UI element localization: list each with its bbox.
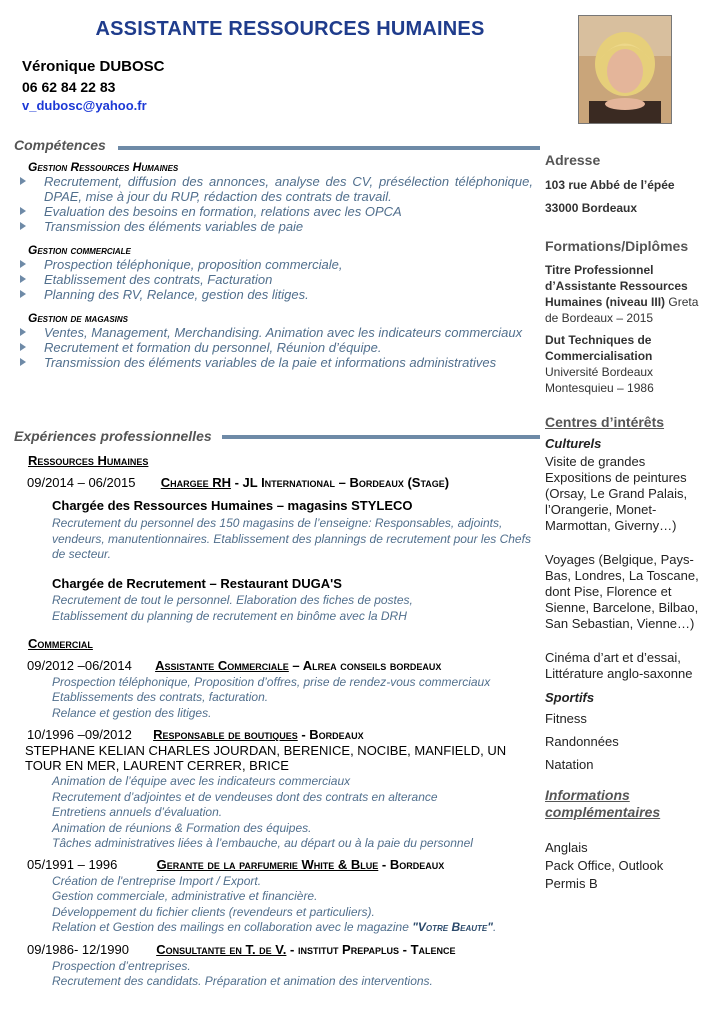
section-title-competences: Compétences: [14, 137, 106, 153]
job-description: Développement du fichier clients (revendeurs et particuliers).: [52, 905, 375, 919]
bullet-arrow-icon: [20, 290, 26, 298]
interest-item: Cinéma d’art et d’essai, Littérature anglo-saxonne: [545, 650, 693, 681]
list-item: Prospection téléphonique, proposition commerciale,: [0, 257, 533, 272]
bullet-arrow-icon: [20, 222, 26, 230]
resume-title: ASSISTANTE RESSOURCES HUMAINES: [95, 18, 485, 40]
info-item: Anglais: [545, 840, 588, 855]
bullet-arrow-icon: [20, 343, 26, 351]
job-title: Chargée de Recrutement – Restaurant DUGA'S: [52, 576, 342, 591]
list-item: Etablissement des contrats, Facturation: [0, 272, 533, 287]
experience-category-commercial: Commercial: [28, 636, 93, 651]
job-description: Recrutement du personnel des 150 magasins de l’enseigne: Responsables, adjoints, vendeurs, manutentionnaires. Etablissement des plannings de recrutement pour les Chefs de secteur.: [52, 516, 531, 561]
competence-group-title: Gestion commerciale: [28, 243, 131, 257]
job-description: Prospection d’entreprises.: [52, 959, 191, 973]
job-description: Relation et Gestion des mailings en collaboration avec le magazine "Votre Beaute".: [52, 920, 497, 934]
job-description: Etablissement du planning de recrutement en binôme avec la DRH: [52, 609, 407, 623]
bullet-arrow-icon: [20, 177, 26, 185]
interests-category: Sportifs: [545, 690, 595, 705]
job-description: Gestion commerciale, administrative et financière.: [52, 889, 318, 903]
interest-item: Natation: [545, 757, 594, 772]
job-description: Animation de l’équipe avec les indicateurs commerciaux: [52, 774, 351, 788]
section-title-experiences: Expériences professionnelles: [14, 428, 212, 444]
competence-group-title: Gestion Ressources Humaines: [28, 160, 179, 174]
competence-group-title: Gestion de magasins: [28, 311, 129, 325]
address-line: 103 rue Abbé de l’épée: [545, 178, 675, 192]
email-address[interactable]: v_dubosc@yahoo.fr: [22, 98, 147, 113]
formation-item: Titre Professionnel d’Assistante Ressources Humaines (niveau III) Greta de Bordeaux – 2015: [545, 263, 699, 325]
experience-category-rh: Ressources Humaines: [28, 453, 149, 468]
job-description: Relance et gestion des litiges.: [52, 706, 212, 720]
experience-dateline: 10/1996 –09/2012 Responsable de boutiques - Bordeaux: [27, 727, 364, 742]
bullet-arrow-icon: [20, 358, 26, 366]
info-item: Permis B: [545, 876, 598, 891]
list-item: Recrutement et formation du personnel, Réunion d’équipe.: [0, 340, 533, 355]
sidebar-title-formations: Formations/Diplômes: [545, 238, 689, 254]
sidebar-title-interests: Centres d’intérêts: [545, 414, 665, 430]
job-title: Chargée des Ressources Humaines – magasins STYLECO: [52, 498, 413, 513]
experience-dateline: 05/1991 – 1996 Gerante de la parfumerie White & Blue - Bordeaux: [27, 857, 445, 872]
job-description: Animation de réunions & Formation des équipes.: [52, 821, 312, 835]
job-description: Recrutement de tout le personnel. Elaboration des fiches de postes,: [52, 593, 413, 607]
address-line: 33000 Bordeaux: [545, 201, 638, 215]
sidebar-title-address: Adresse: [545, 152, 601, 168]
interests-category: Culturels: [545, 436, 602, 451]
bullet-arrow-icon: [20, 275, 26, 283]
brand-list: STEPHANE KELIAN CHARLES JOURDAN, BERENICE, NOCIBE, MANFIELD, UN TOUR EN MER, LAURENT CERRER, BRICE: [25, 743, 507, 773]
job-description: Etablissements des contrats, facturation.: [52, 690, 269, 704]
bullet-arrow-icon: [20, 328, 26, 336]
bullet-arrow-icon: [20, 207, 26, 215]
candidate-name: Véronique DUBOSC: [22, 58, 165, 75]
bullet-arrow-icon: [20, 260, 26, 268]
job-description: Prospection téléphonique, Proposition d’offres, prise de rendez-vous commerciaux: [52, 675, 491, 689]
interest-item: Visite de grandes Expositions de peintures (Orsay, Le Grand Palais, l’Orangerie, Monet-Marmottan, Giverny…): [545, 454, 688, 533]
list-item: Transmission des éléments variables de paie: [0, 219, 533, 234]
list-item: Evaluation des besoins en formation, relations avec les OPCA: [0, 204, 533, 219]
interest-item: Voyages (Belgique, Pays-Bas, Londres, La Toscane, dont Pise, Florence et Sienne, Barcelone, Bilbao, San Sebastian, Vienne…): [545, 552, 699, 631]
info-item: Pack Office, Outlook: [545, 858, 664, 873]
job-description: Recrutement d’adjointes et de vendeuses dont des contrats en alterance: [52, 790, 438, 804]
section-divider: [222, 435, 540, 439]
list-item: Ventes, Management, Merchandising. Animation avec les indicateurs commerciaux: [0, 325, 533, 340]
job-description: Tâches administratives liées à l’embauche, au départ ou à la paie du personnel: [52, 836, 473, 850]
interest-item: Randonnées: [545, 734, 619, 749]
formation-item: Dut Techniques de Commercialisation Université Bordeaux Montesquieu – 1986: [545, 333, 654, 395]
interest-item: Fitness: [545, 711, 587, 726]
experience-dateline: 09/1986- 12/1990 Consultante en T. de V. - institut Prepaplus - Talence: [27, 942, 456, 957]
profile-photo: [578, 15, 672, 124]
competences-list: [0, 160, 540, 370]
list-item: Transmission des éléments variables de la paie et informations administratives: [0, 355, 533, 370]
sidebar-title-info: Informations complémentaires: [545, 787, 661, 820]
job-description: Entretiens annuels d’évaluation.: [52, 805, 223, 819]
list-item: Recrutement, diffusion des annonces, analyse des CV, présélection téléphonique, DPAE, mise à jour du RUP, rédaction des contrats de travail.: [0, 174, 533, 204]
job-description: Création de l'entreprise Import / Export.: [52, 874, 262, 888]
job-description: Recrutement des candidats. Préparation et animation des interventions.: [52, 974, 433, 988]
list-item: Planning des RV, Relance, gestion des litiges.: [0, 287, 533, 302]
sidebar: [545, 152, 705, 892]
experience-dateline: 09/2014 – 06/2015 Chargee RH - JL International – Bordeaux (Stage): [27, 475, 450, 490]
experience-dateline: 09/2012 –06/2014 Assistante Commerciale – Alrea conseils bordeaux: [27, 658, 442, 673]
section-divider: [118, 146, 540, 150]
phone-number: 06 62 84 22 83: [22, 79, 116, 95]
